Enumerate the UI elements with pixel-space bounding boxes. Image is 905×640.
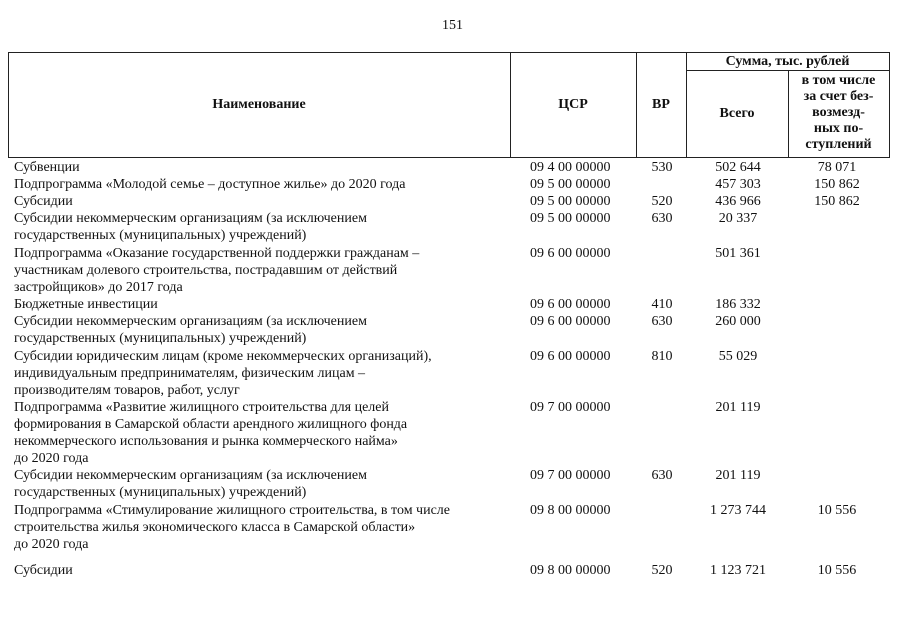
row-name-line: некоммерческого использования и рынка коммерческого найма»	[14, 434, 398, 449]
row-total: 502 644	[715, 160, 761, 175]
row-name-line: Подпрограмма «Стимулирование жилищного строительства, в том числе	[14, 503, 451, 518]
row-total: 260 000	[715, 314, 761, 329]
row-vr: 520	[651, 563, 673, 578]
row-total: 436 966	[715, 194, 761, 209]
row-name-line: Субсидии некоммерческим организациям (за исключением	[14, 211, 367, 226]
row-name-line: до 2020 года	[14, 451, 89, 466]
row-name	[14, 159, 514, 176]
row-free: 78 071	[817, 160, 857, 175]
row-csr: 09 7 00 00000	[530, 468, 611, 483]
row-csr: 09 6 00 00000	[530, 314, 611, 329]
row-csr: 09 5 00 00000	[530, 177, 611, 192]
row-vr: 630	[651, 314, 673, 329]
row-name-line: Субсидии	[14, 563, 73, 578]
row-name	[14, 399, 514, 467]
row-vr: 630	[651, 468, 673, 483]
row-name-line: Субсидии некоммерческим организациям (за исключением	[14, 314, 367, 329]
header-sum: Сумма, тыс. рублей	[725, 54, 850, 69]
row-total: 1 273 744	[710, 503, 766, 518]
row-name-line: формирования в Самарской области арендного жилищного фонда	[14, 417, 408, 432]
row-name-line: Подпрограмма «Оказание государственной поддержки гражданам –	[14, 246, 420, 261]
header-csr: ЦСР	[558, 97, 588, 112]
row-name-line: участникам долевого строительства, пострадавшим от действий	[14, 263, 398, 278]
row-name-line: Субсидии	[14, 194, 73, 209]
row-csr: 09 6 00 00000	[530, 297, 611, 312]
row-free: 10 556	[817, 503, 857, 518]
row-vr: 520	[651, 194, 673, 209]
row-name	[14, 176, 514, 193]
row-free: 150 862	[814, 194, 860, 209]
row-vr: 410	[651, 297, 673, 312]
header-name: Наименование	[212, 97, 306, 112]
row-vr: 530	[651, 160, 673, 175]
row-csr: 09 5 00 00000	[530, 211, 611, 226]
row-name-line: государственных (муниципальных) учреждений)	[14, 228, 307, 243]
row-csr: 09 6 00 00000	[530, 246, 611, 261]
row-name	[14, 193, 514, 210]
row-name	[14, 313, 514, 347]
row-name	[14, 502, 514, 553]
row-total: 457 303	[715, 177, 761, 192]
row-name-line: государственных (муниципальных) учреждений)	[14, 331, 307, 346]
row-total: 55 029	[718, 349, 758, 364]
row-total: 201 119	[715, 400, 761, 415]
row-total: 20 337	[718, 211, 758, 226]
row-name	[14, 296, 514, 313]
row-name-line: Бюджетные инвестиции	[14, 297, 158, 312]
row-csr: 09 4 00 00000	[530, 160, 611, 175]
row-name-line: производителям товаров, работ, услуг	[14, 383, 240, 398]
row-name-line: застройщиков» до 2017 года	[14, 280, 183, 295]
header-vr: ВР	[652, 97, 670, 112]
row-name	[14, 245, 514, 296]
row-vr: 630	[651, 211, 673, 226]
row-name-line: Подпрограмма «Развитие жилищного строительства для целей	[14, 400, 389, 415]
row-name-line: Субвенции	[14, 160, 80, 175]
row-total: 501 361	[715, 246, 761, 261]
row-name-line: Субсидии некоммерческим организациям (за исключением	[14, 468, 367, 483]
row-csr: 09 8 00 00000	[530, 503, 611, 518]
row-name-line: Субсидии юридическим лицам (кроме некоммерческих организаций),	[14, 349, 432, 364]
row-name-line: Подпрограмма «Молодой семье – доступное жилье» до 2020 года	[14, 177, 406, 192]
page-number: 151	[442, 18, 463, 33]
row-total: 1 123 721	[710, 563, 766, 578]
row-csr: 09 8 00 00000	[530, 563, 611, 578]
header-free: в том числе за счет без- возмезд- ных по- ступлений	[801, 73, 876, 152]
row-name	[14, 467, 514, 501]
row-free: 150 862	[814, 177, 860, 192]
row-name-line: государственных (муниципальных) учреждений)	[14, 485, 307, 500]
row-csr: 09 6 00 00000	[530, 349, 611, 364]
row-name-line: индивидуальным предпринимателям, физическим лицам –	[14, 366, 366, 381]
row-name	[14, 348, 514, 399]
header-total: Всего	[719, 106, 755, 121]
row-total: 186 332	[715, 297, 761, 312]
row-csr: 09 7 00 00000	[530, 400, 611, 415]
row-name-line: до 2020 года	[14, 537, 89, 552]
row-vr: 810	[651, 349, 673, 364]
row-name-line: строительства жилья экономического класса в Самарской области»	[14, 520, 416, 535]
row-name	[14, 210, 514, 244]
row-free: 10 556	[817, 563, 857, 578]
row-csr: 09 5 00 00000	[530, 194, 611, 209]
row-name	[14, 562, 514, 579]
row-total: 201 119	[715, 468, 761, 483]
